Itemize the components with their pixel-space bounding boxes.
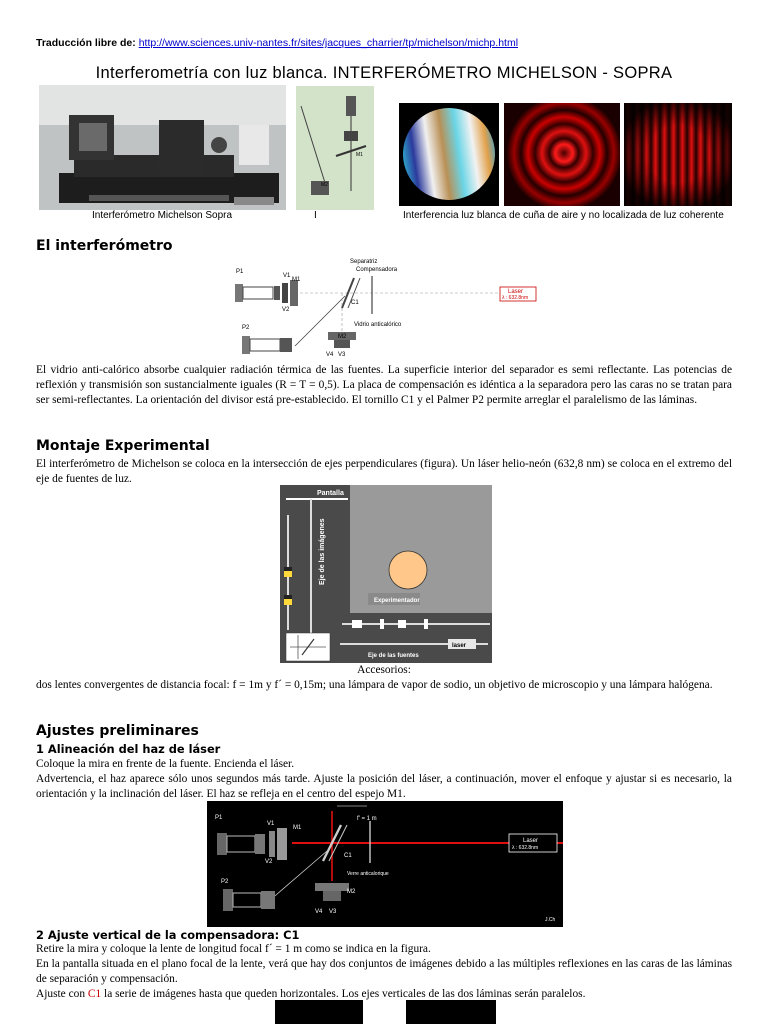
interferometer-diagram: [230, 256, 540, 362]
diag2-v2: V2: [265, 859, 273, 865]
diag1-p1: P1: [236, 269, 244, 275]
diag2-c1: C1: [344, 853, 352, 859]
fig-eje-imagenes: Eje de las imágenes: [319, 518, 326, 585]
compensadora-line3-a: Ajuste con: [36, 988, 88, 1000]
fig-pantalla: Pantalla: [317, 490, 344, 497]
schematic-m2: M2: [321, 182, 328, 188]
diag2-m2: M2: [347, 889, 356, 895]
diag1-compensadora: Compensadora: [356, 267, 398, 273]
diag2-v1: V1: [267, 821, 275, 827]
bottom-image-left: [275, 1000, 363, 1024]
diag2-p2: P2: [221, 879, 229, 885]
diag1-v2: V2: [282, 307, 290, 313]
credit-label: Traducción libre de:: [36, 37, 136, 49]
diag1-vidrio: Vidrio anticalórico: [354, 322, 402, 328]
diag2-verre: Verre anticalorique: [347, 871, 389, 877]
source-link[interactable]: http://www.sciences.univ-nantes.fr/sites/jacques_charrier/tp/michelson/michp.html: [138, 37, 519, 49]
diag2-v4: V4: [315, 909, 323, 915]
diag1-v3: V3: [338, 352, 346, 358]
diag2-v3: V3: [329, 909, 337, 915]
diag2-focal: f' = 1 m: [357, 816, 377, 822]
photo-caption-left: Interferómetro Michelson Sopra: [92, 210, 233, 221]
diag1-v1: V1: [283, 273, 291, 279]
straight-fringes-photo: [624, 103, 732, 206]
diag2-code: J.Ch: [545, 917, 556, 923]
photo-caption-right: Interferencia luz blanca de cuña de aire y no localizada de luz coherente: [403, 210, 724, 221]
paragraph-montaje: El interferómetro de Michelson se coloca en la intersección de ejes perpendiculares (figura). Un láser helio-neón (632,8 nm) se coloca en el extremo del eje de fuentes de luz.: [36, 458, 732, 485]
michelson-photo: [39, 85, 286, 210]
accesorios-label: Accesorios:: [357, 664, 411, 676]
diag2-laser-label: Laser: [523, 838, 539, 844]
compensadora-line3-b: la serie de imágenes hasta que queden horizontales. Los ejes verticales de las dos láminas serán paralelos.: [101, 988, 586, 1000]
c1-highlight: C1: [87, 988, 102, 1000]
bottom-image-right: [406, 1000, 496, 1024]
schematic-photo: [296, 86, 374, 210]
credit-line: [36, 37, 518, 49]
diag1-m2: M2: [338, 334, 347, 340]
fig-laser: laser: [452, 643, 467, 649]
diag2-lambda-label: λ : 632.8nm: [512, 845, 539, 851]
diag1-c1: C1: [351, 300, 359, 306]
circular-fringes-photo: [504, 103, 620, 206]
diag2-m1: M1: [293, 825, 302, 831]
paragraph-interferometro: El vidrio anti-calórico absorbe cualquier radiación térmica de las fuentes. La superficie interior del separador es semi reflectante. Las potencias de reflexión y transmisión son sustancialmente iguales (R = T = 0,5). La placa de compensación es idéntica a la separadora pero las caras no se tratan para ser semi-reflectantes. La orientación del divisor está pre-establecido. El tornillo C1 y el Palmer P2 permite arreglar el paralelismo de las láminas.: [36, 364, 732, 406]
page-title: Interferometría con luz blanca. INTERFERÓMETRO MICHELSON - SOPRA: [95, 64, 673, 82]
diag1-separatriz: Separatriz: [350, 259, 378, 265]
diag1-laser-label: Laser: [508, 289, 524, 295]
diag1-lambda-label: λ : 632.8nm: [502, 295, 529, 301]
compensadora-line3: [36, 987, 732, 1002]
fig-eje-fuentes: Eje de las fuentes: [368, 653, 419, 659]
diag1-v4: V4: [326, 352, 334, 358]
diag2-p1: P1: [215, 815, 223, 821]
alineacion-line1: Coloque la mira en frente de la fuente. Encienda el láser.: [36, 758, 295, 770]
alineacion-line2: Advertencia, el haz aparece sólo unos segundos más tarde. Ajuste la posición del láser, a continuación, mover el enfoque y ajustar si es necesario, la orientación y la inclinación del láser. El haz se refleja en el centro del espejo M1.: [36, 773, 732, 800]
diag1-p2: P2: [242, 325, 250, 331]
section-heading-interferometro: El interferómetro: [36, 238, 173, 254]
white-light-fringes-photo: [399, 103, 499, 206]
subheading-compensadora: 2 Ajuste vertical de la compensadora: C1: [36, 928, 300, 942]
section-heading-montaje: Montaje Experimental: [36, 438, 210, 454]
accesorios-text: dos lentes convergentes de distancia focal: f = 1m y f´ = 0,15m; una lámpara de vapor de sodio, un objetivo de microscopio y una lámpara halógena.: [36, 679, 713, 691]
photo-caption-mid: I: [314, 210, 317, 221]
alignment-diagram: [207, 801, 563, 927]
subheading-alineacion: 1 Alineación del haz de láser: [36, 742, 221, 756]
diag1-m1: M1: [292, 277, 301, 283]
fig-experimentador: Experimentador: [374, 598, 420, 604]
montaje-figure: [280, 485, 492, 663]
section-heading-ajustes: Ajustes preliminares: [36, 723, 199, 739]
schematic-m1: M1: [356, 152, 363, 158]
compensadora-line1: Retire la mira y coloque la lente de longitud focal f´ = 1 m como se indica en la figura.: [36, 943, 431, 955]
compensadora-line2: En la pantalla situada en el plano focal de la lente, verá que hay dos conjuntos de imágenes debido a las múltiples reflexiones en las caras de las láminas de separación y compensación.: [36, 958, 732, 985]
